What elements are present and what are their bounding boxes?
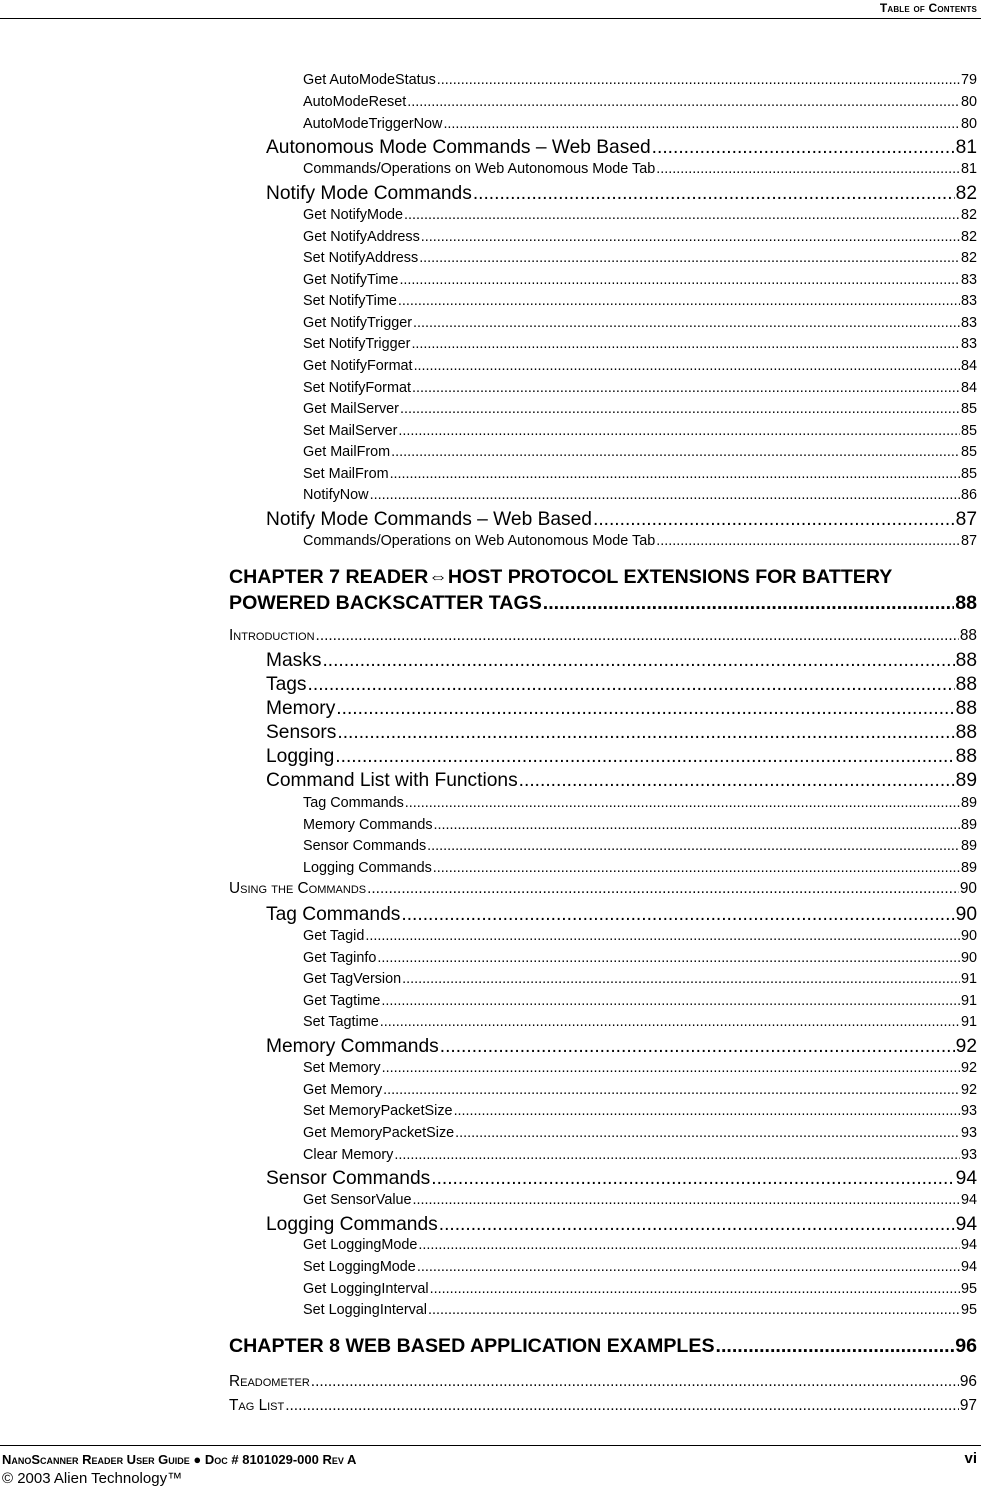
toc-leader-dots — [428, 1302, 960, 1318]
toc-entry-page: 94 — [960, 1259, 977, 1275]
toc-leader-dots — [716, 1335, 955, 1358]
toc-leader-dots — [440, 1036, 955, 1058]
toc-entry[interactable] — [266, 1168, 977, 1192]
toc-entry-label: Set LoggingInterval — [303, 1302, 428, 1318]
toc-entry[interactable] — [303, 444, 977, 464]
toc-entry-page: 89 — [960, 795, 977, 811]
toc-entry[interactable] — [303, 272, 977, 292]
toc-entry-label: Set NotifyTrigger — [303, 336, 411, 352]
toc-entry-page: 95 — [960, 1302, 977, 1318]
toc-entry-label: Autonomous Mode Commands – Web Based — [266, 137, 651, 158]
toc-leader-dots — [398, 293, 960, 309]
toc-entry-label: Set LoggingMode — [303, 1259, 416, 1275]
toc-entry-page: 87 — [960, 533, 977, 549]
toc-leader-dots — [391, 444, 960, 460]
toc-leader-dots — [430, 1281, 960, 1297]
toc-entry-label: Get TagVersion — [303, 971, 402, 987]
toc-entry-label: Set NotifyAddress — [303, 250, 419, 266]
toc-leader-dots — [400, 401, 960, 417]
toc-entry[interactable] — [303, 1060, 977, 1080]
toc-entry-page: 86 — [960, 487, 977, 503]
toc-entry[interactable] — [303, 795, 977, 815]
toc-entry[interactable] — [303, 161, 977, 181]
toc-entry[interactable] — [303, 1259, 977, 1279]
toc-leader-dots — [380, 1014, 960, 1030]
toc-entry-label: Tag Commands — [303, 795, 404, 811]
toc-entry-label: Introduction — [229, 627, 315, 644]
toc-leader-dots — [443, 116, 960, 132]
toc-entry-label: Get MailServer — [303, 401, 399, 417]
footer-page-number: vi — [964, 1450, 977, 1467]
toc-leader-dots — [382, 1060, 960, 1076]
toc-entry-label: AutoModeReset — [303, 94, 407, 110]
toc-leader-dots — [427, 838, 960, 854]
toc-leader-dots — [414, 358, 960, 374]
toc-leader-dots — [455, 1125, 960, 1141]
toc-entry-label: NotifyNow — [303, 487, 369, 503]
toc-entry[interactable] — [303, 401, 977, 421]
toc-entry-label: Command List with Functions — [266, 770, 518, 791]
toc-entry-page: 90 — [960, 928, 977, 944]
toc-entry[interactable] — [303, 1103, 977, 1123]
toc-entry[interactable] — [303, 336, 977, 356]
toc-entry-label: Get LoggingMode — [303, 1237, 418, 1253]
toc-entry-label: Set Tagtime — [303, 1014, 379, 1030]
toc-leader-dots — [656, 533, 960, 549]
toc-leader-dots — [335, 746, 954, 768]
toc-entry-page: 88 — [955, 746, 977, 767]
toc-entry-label: Logging Commands — [266, 1214, 438, 1235]
toc-leader-dots — [652, 137, 955, 159]
toc-leader-dots — [399, 272, 960, 288]
toc-leader-dots — [285, 1397, 959, 1415]
toc-entry-label: Commands/Operations on Web Autonomous Mode Tab — [303, 533, 656, 549]
toc-entry[interactable] — [266, 746, 977, 770]
toc-entry-label: Get LoggingInterval — [303, 1281, 429, 1297]
toc-entry[interactable] — [303, 1302, 977, 1322]
toc-entry[interactable] — [303, 1281, 977, 1301]
toc-entry-label: Tag List — [229, 1397, 285, 1414]
toc-entry-label: Tag Commands — [266, 904, 401, 925]
toc-entry-label: Get NotifyMode — [303, 207, 403, 223]
toc-entry-label: Logging — [266, 746, 335, 767]
toc-entry-label: Set MailServer — [303, 423, 398, 439]
toc-entry[interactable] — [303, 466, 977, 486]
toc-leader-dots — [336, 698, 954, 720]
toc-leader-dots — [377, 950, 960, 966]
toc-entry-page: 85 — [960, 401, 977, 417]
toc-leader-dots — [434, 817, 960, 833]
toc-leader-dots — [411, 336, 960, 352]
toc-entry-page: 89 — [955, 770, 977, 791]
toc-entry-page: 84 — [960, 380, 977, 396]
toc-entry-page: 80 — [960, 116, 977, 132]
toc-leader-dots — [421, 229, 960, 245]
toc-leader-dots — [394, 1147, 960, 1163]
toc-entry-label: AutoModeTriggerNow — [303, 116, 443, 132]
toc-entry[interactable] — [303, 229, 977, 249]
toc-entry-page: 92 — [955, 1036, 977, 1057]
toc-leader-dots — [383, 1082, 960, 1098]
footer-copyright: © 2003 Alien Technology™ — [2, 1470, 183, 1487]
toc-leader-dots — [433, 860, 960, 876]
toc-entry-page: 92 — [960, 1060, 977, 1076]
toc-entry-page: 88 — [955, 650, 977, 671]
toc-entry-page: 89 — [960, 817, 977, 833]
toc-leader-dots — [311, 1373, 959, 1391]
toc-entry-page: 96 — [959, 1373, 977, 1390]
toc-entry[interactable] — [303, 1147, 977, 1167]
toc-leader-dots — [367, 880, 959, 898]
toc-entry-label: Masks — [266, 650, 322, 671]
toc-entry[interactable] — [266, 1036, 977, 1060]
toc-entry-page: 88 — [955, 674, 977, 695]
toc-leader-dots — [519, 770, 955, 792]
toc-entry-page: 85 — [960, 444, 977, 460]
toc-leader-dots — [405, 795, 960, 811]
toc-entry-label: Get AutoModeStatus — [303, 72, 436, 88]
toc-entry[interactable] — [303, 94, 977, 114]
toc-entry-label: Notify Mode Commands — [266, 183, 472, 204]
toc-entry-page: 81 — [960, 161, 977, 177]
toc-entry[interactable] — [303, 423, 977, 443]
toc-leader-dots — [404, 207, 960, 223]
toc-entry-page: 82 — [960, 250, 977, 266]
toc-entry-page: 97 — [959, 1397, 977, 1414]
toc-entry[interactable] — [303, 1082, 977, 1102]
toc-entry[interactable] — [266, 674, 977, 698]
toc-entry[interactable] — [229, 592, 977, 615]
toc-entry[interactable] — [303, 1014, 977, 1034]
toc-entry-page: 90 — [955, 904, 977, 925]
toc-entry-label: Get NotifyFormat — [303, 358, 413, 374]
toc-entry-page: 89 — [960, 838, 977, 854]
toc-entry-page: 84 — [960, 358, 977, 374]
toc-entry-page: 82 — [960, 229, 977, 245]
toc-entry-page: 91 — [960, 1014, 977, 1030]
toc-entry-page: 90 — [960, 950, 977, 966]
toc-entry-label: Get Memory — [303, 1082, 383, 1098]
toc-entry[interactable] — [303, 950, 977, 970]
toc-leader-dots — [381, 993, 960, 1009]
toc-entry[interactable] — [303, 207, 977, 227]
toc-entry-label: Set MailFrom — [303, 466, 389, 482]
toc-leader-dots — [401, 904, 954, 926]
toc-entry-page: 83 — [960, 315, 977, 331]
toc-entry-page: 89 — [960, 860, 977, 876]
toc-leader-dots — [437, 72, 960, 88]
toc-leader-dots — [431, 1168, 954, 1190]
toc-entry-label: Set NotifyFormat — [303, 380, 411, 396]
toc-entry[interactable] — [303, 358, 977, 378]
toc-entry-label: Memory Commands — [266, 1036, 439, 1057]
toc-entry-page: 93 — [960, 1147, 977, 1163]
toc-entry-page: 92 — [960, 1082, 977, 1098]
toc-entry-page: 79 — [960, 72, 977, 88]
toc-entry[interactable] — [303, 533, 977, 553]
toc-entry-label: Memory Commands — [303, 817, 433, 833]
toc-entry-label: Sensor Commands — [303, 838, 427, 854]
toc-entry-page: 96 — [955, 1335, 977, 1357]
toc-entry-label: Get NotifyTime — [303, 272, 399, 288]
toc-entry-label: Set Memory — [303, 1060, 381, 1076]
toc-entry-page: 93 — [960, 1125, 977, 1141]
footer-rule — [0, 1445, 981, 1446]
toc-entry[interactable] — [229, 1373, 977, 1397]
toc-entry-label: Memory — [266, 698, 336, 719]
toc-leader-dots — [337, 722, 954, 744]
toc-entry-page: 83 — [960, 272, 977, 288]
toc-entry[interactable] — [303, 250, 977, 270]
toc-entry-page: 90 — [959, 880, 977, 897]
toc-entry-page: 94 — [955, 1168, 977, 1189]
toc-leader-dots — [418, 1237, 960, 1253]
toc-entry[interactable] — [303, 1125, 977, 1145]
toc-entry-label: Get Tagtime — [303, 993, 381, 1009]
toc-entry-label: Get NotifyAddress — [303, 229, 420, 245]
toc-entry[interactable] — [303, 1192, 977, 1212]
toc-entry-label: Notify Mode Commands – Web Based — [266, 509, 592, 530]
toc-leader-dots — [543, 592, 954, 615]
toc-leader-dots — [656, 161, 960, 177]
toc-entry-page: 88 — [955, 722, 977, 743]
toc-leader-dots — [308, 674, 955, 696]
toc-leader-dots — [390, 466, 960, 482]
toc-entry-label: Get NotifyTrigger — [303, 315, 413, 331]
toc-entry-page: 91 — [960, 993, 977, 1009]
toc-leader-dots — [473, 183, 955, 205]
toc-entry-page: 94 — [960, 1237, 977, 1253]
toc-entry-label: Set MemoryPacketSize — [303, 1103, 453, 1119]
toc-leader-dots — [419, 250, 960, 266]
toc-entry-label: Get MailFrom — [303, 444, 391, 460]
toc-entry-page: 94 — [955, 1214, 977, 1235]
footer-document-id: NanoScanner Reader User Guide ● Doc # 8101029-000 Rev A — [2, 1452, 357, 1467]
toc-entry-page: 88 — [959, 627, 977, 644]
toc-entry[interactable] — [266, 183, 977, 207]
toc-entry[interactable] — [266, 137, 977, 161]
toc-leader-dots — [413, 315, 960, 331]
toc-entry[interactable] — [303, 380, 977, 400]
toc-entry-label: Readometer — [229, 1373, 310, 1390]
toc-entry-label: Using the Commands — [229, 880, 367, 897]
toc-entry[interactable] — [303, 860, 977, 880]
toc-leader-dots — [454, 1103, 960, 1119]
toc-entry-page: 83 — [960, 293, 977, 309]
toc-leader-dots — [417, 1259, 960, 1275]
toc-leader-dots — [412, 380, 960, 396]
toc-leader-dots — [593, 509, 955, 531]
toc-entry[interactable] — [266, 722, 977, 746]
toc-entry[interactable] — [303, 993, 977, 1013]
toc-leader-dots — [413, 1192, 960, 1208]
toc-entry[interactable] — [266, 698, 977, 722]
toc-entry[interactable] — [266, 1214, 977, 1238]
toc-entry-label: Commands/Operations on Web Autonomous Mode Tab — [303, 161, 656, 177]
toc-entry[interactable] — [303, 971, 977, 991]
toc-entry-label: Get SensorValue — [303, 1192, 412, 1208]
toc-entry[interactable] — [266, 509, 977, 533]
running-header-title: Table of Contents — [879, 1, 977, 15]
toc-entry[interactable] — [229, 627, 977, 651]
toc-entry[interactable] — [229, 1397, 977, 1421]
toc-entry-label: CHAPTER 8 WEB BASED APPLICATION EXAMPLES — [229, 1335, 715, 1357]
toc-entry-page: 94 — [960, 1192, 977, 1208]
toc-entry[interactable] — [303, 315, 977, 335]
toc-entry[interactable] — [229, 880, 977, 904]
toc-entry-label: Get Tagid — [303, 928, 365, 944]
toc-entry[interactable] — [303, 838, 977, 858]
toc-entry-label: Clear Memory — [303, 1147, 394, 1163]
chapter-title-line[interactable]: CHAPTER 7 READER⇔HOST PROTOCOL EXTENSIONS FOR BATTERY — [229, 566, 893, 588]
toc-entry[interactable] — [303, 1237, 977, 1257]
toc-entry[interactable] — [303, 293, 977, 313]
toc-leader-dots — [322, 650, 954, 672]
toc-entry-page: 88 — [955, 698, 977, 719]
toc-entry[interactable] — [266, 904, 977, 928]
toc-leader-dots — [316, 627, 959, 645]
toc-entry-label: Sensor Commands — [266, 1168, 431, 1189]
toc-entry-page: 93 — [960, 1103, 977, 1119]
toc-leader-dots — [402, 971, 960, 987]
toc-entry[interactable] — [303, 487, 977, 507]
toc-leader-dots — [439, 1214, 955, 1236]
toc-entry[interactable] — [303, 817, 977, 837]
toc-leader-dots — [365, 928, 960, 944]
toc-entry-page: 88 — [955, 592, 977, 614]
toc-entry[interactable] — [303, 72, 977, 92]
toc-entry-label: Tags — [266, 674, 307, 695]
toc-entry-label: Sensors — [266, 722, 337, 743]
toc-entry[interactable] — [303, 116, 977, 136]
toc-entry-page: 82 — [960, 207, 977, 223]
toc-entry-label: Set NotifyTime — [303, 293, 397, 309]
toc-entry-page: 87 — [955, 509, 977, 530]
toc-entry-page: 85 — [960, 466, 977, 482]
toc-entry-page: 80 — [960, 94, 977, 110]
toc-entry[interactable] — [266, 650, 977, 674]
toc-leader-dots — [398, 423, 960, 439]
toc-entry-label: Get Taginfo — [303, 950, 377, 966]
toc-entry-page: 85 — [960, 423, 977, 439]
toc-entry[interactable] — [229, 1335, 977, 1358]
toc-leader-dots — [407, 94, 960, 110]
toc-entry[interactable] — [266, 770, 977, 794]
toc-entry-label: Get MemoryPacketSize — [303, 1125, 455, 1141]
toc-leader-dots — [370, 487, 960, 503]
toc-entry-label: Logging Commands — [303, 860, 432, 876]
toc-entry-page: 83 — [960, 336, 977, 352]
toc-entry-page: 91 — [960, 971, 977, 987]
toc-entry[interactable] — [303, 928, 977, 948]
toc-entry-label: POWERED BACKSCATTER TAGS — [229, 592, 542, 614]
toc-entry-page: 82 — [955, 183, 977, 204]
toc-entry-page: 95 — [960, 1281, 977, 1297]
toc-entry-page: 81 — [955, 137, 977, 158]
